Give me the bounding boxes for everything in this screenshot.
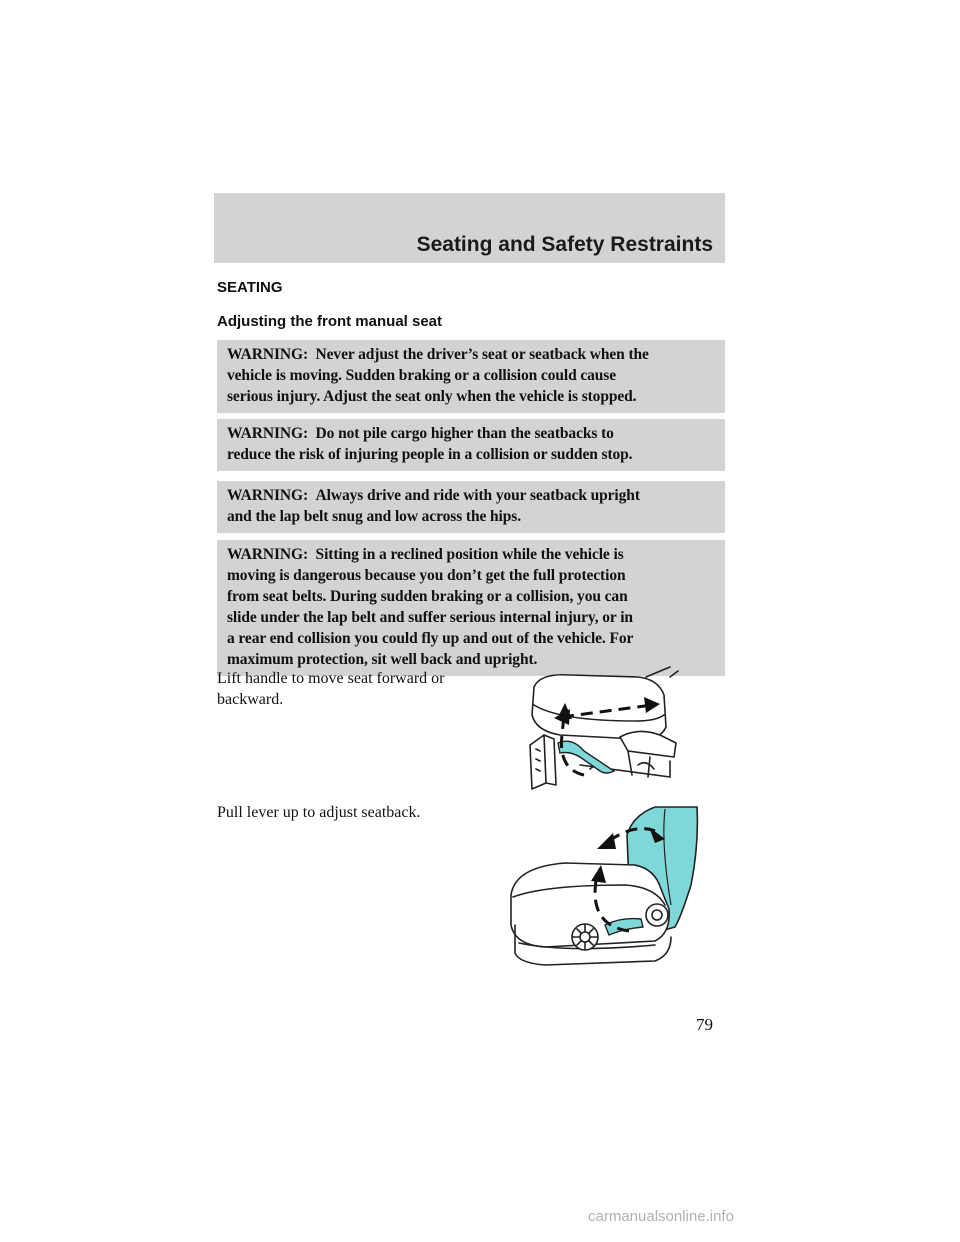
seat-slide-illustration bbox=[520, 665, 680, 790]
warning-line: WARNING: Sitting in a reclined position while the vehicle is bbox=[227, 546, 624, 563]
warning-line: maximum protection, sit well back and upright. bbox=[227, 651, 538, 668]
warning-line: moving is dangerous because you don’t get the full protection bbox=[227, 567, 626, 584]
instruction-seatback: Pull lever up to adjust seatback. bbox=[217, 804, 421, 821]
sub-heading: Adjusting the front manual seat bbox=[217, 313, 443, 330]
header-band bbox=[214, 193, 725, 263]
warning-line: vehicle is moving. Sudden braking or a collision could cause bbox=[227, 367, 617, 384]
warning-box-2 bbox=[217, 419, 725, 471]
instruction-forward-backward: Lift handle to move seat forward or backward. bbox=[217, 670, 445, 708]
warning-line: serious injury. Adjust the seat only when the vehicle is stopped. bbox=[227, 388, 637, 405]
warning-line: and the lap belt snug and low across the hips. bbox=[227, 508, 521, 525]
warning-line: a rear end collision you could fly up and out of the vehicle. For bbox=[227, 630, 634, 647]
warning-line: WARNING: Always drive and ride with your seatback upright bbox=[227, 487, 640, 504]
warning-line: WARNING: Never adjust the driver’s seat or seatback when the bbox=[227, 346, 649, 363]
warning-box-1 bbox=[217, 340, 725, 413]
handle-highlight bbox=[558, 741, 614, 773]
warning-line: slide under the lap belt and suffer serious internal injury, or in bbox=[227, 609, 633, 626]
seatback-recline-illustration bbox=[505, 805, 705, 970]
warning-line: reduce the risk of injuring people in a collision or sudden stop. bbox=[227, 446, 633, 463]
footer-credit: carmanualsonline.info bbox=[588, 1208, 734, 1225]
page-title: Seating and Safety Restraints bbox=[416, 233, 713, 256]
warning-box-4 bbox=[217, 540, 725, 676]
warning-box-3 bbox=[217, 481, 725, 533]
section-heading: SEATING bbox=[217, 279, 283, 296]
warning-line: from seat belts. During sudden braking or a collision, you can bbox=[227, 588, 628, 605]
warning-line: WARNING: Do not pile cargo higher than the seatbacks to bbox=[227, 425, 614, 442]
page-number: 79 bbox=[696, 1015, 713, 1034]
